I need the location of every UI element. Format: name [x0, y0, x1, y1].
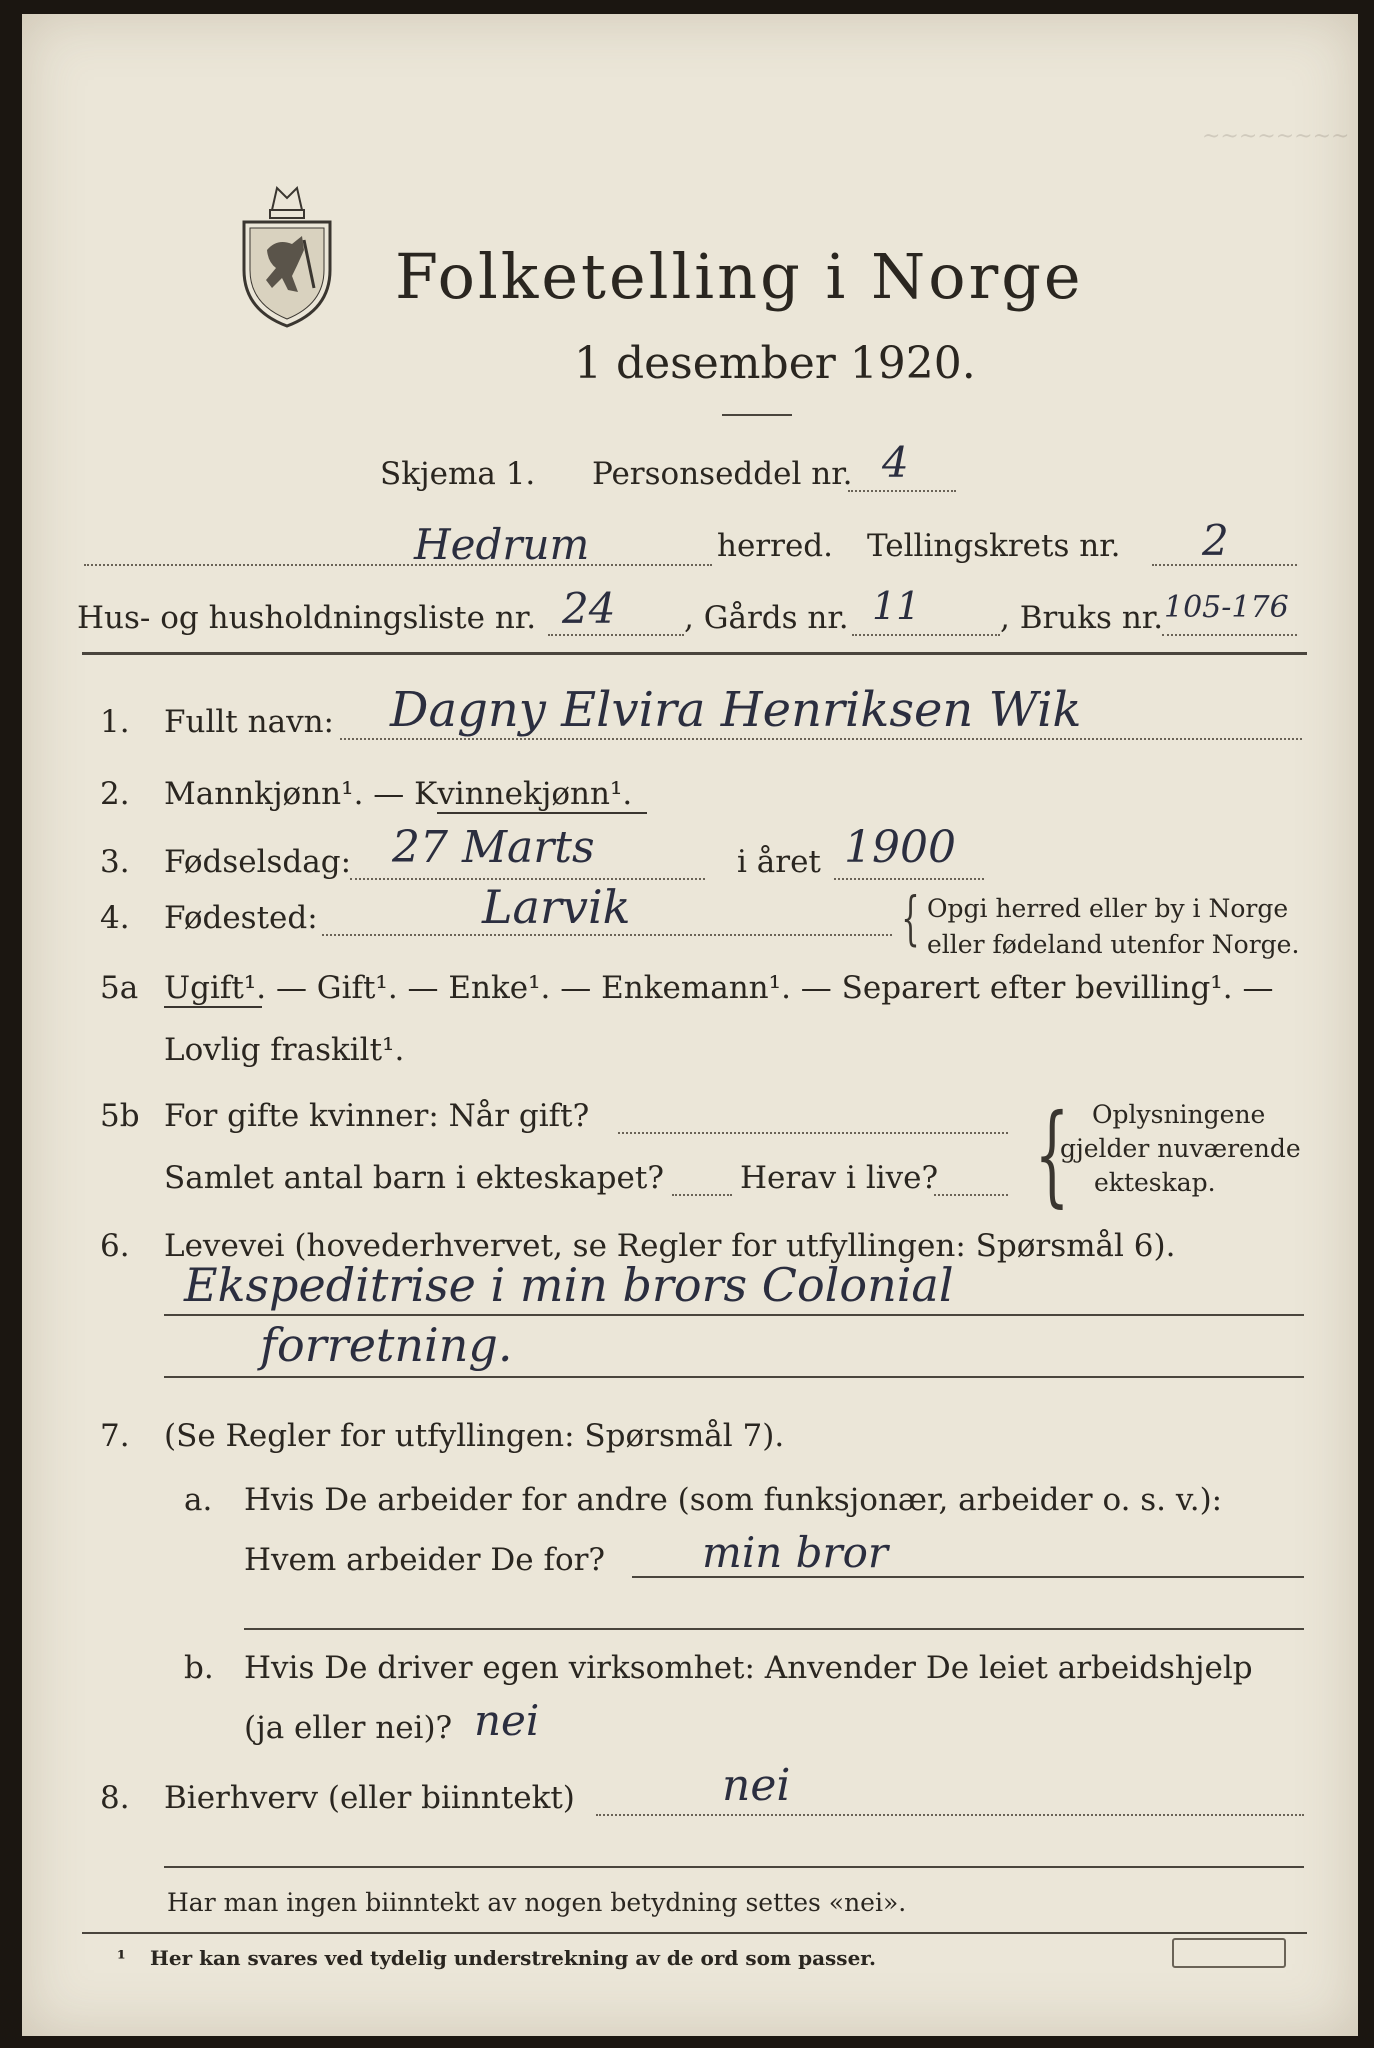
q6-line-2 [164, 1376, 1304, 1378]
q7b-label-2: (ja eller nei)? [244, 1710, 453, 1746]
q7b-label: Hvis De driver egen virksomhet: Anvender De leiet arbeidshjelp [244, 1650, 1253, 1686]
husliste-value: 24 [562, 584, 616, 633]
personseddel-label: Personseddel nr. [592, 456, 853, 492]
q5b-note-2: gjelder nuværende [1060, 1134, 1301, 1163]
q8-label: Bierhverv (eller biinntekt) [164, 1780, 575, 1816]
q4-number: 4. [100, 900, 130, 936]
header-rule [82, 652, 1307, 655]
bruks-label: , Bruks nr. [1000, 600, 1164, 636]
q6-value-1: Ekspeditrise i min brors Colonial [184, 1258, 954, 1312]
q3-year-value: 1900 [844, 822, 956, 873]
q8-number: 8. [100, 1780, 130, 1816]
form-title: Folketelling i Norge [395, 240, 1084, 313]
q8-line [596, 1814, 1304, 1816]
q3-value: 27 Marts [392, 822, 595, 873]
q5a-number: 5a [100, 970, 139, 1006]
gards-line [852, 634, 1000, 636]
q6-value-2: forretning. [260, 1318, 513, 1372]
husliste-line [548, 634, 684, 636]
bruks-line [1162, 634, 1297, 636]
q5b-alive-line [934, 1194, 1008, 1196]
q7a-number: a. [184, 1482, 213, 1518]
q1-number: 1. [100, 704, 130, 740]
q6-number: 6. [100, 1228, 130, 1264]
q6-line-1 [164, 1314, 1304, 1316]
q7a-line-2 [244, 1628, 1304, 1630]
q5a-selected-underline [164, 1006, 262, 1008]
q3-label: Fødselsdag: [164, 844, 352, 880]
q4-value: Larvik [482, 880, 631, 934]
gards-value: 11 [872, 584, 921, 628]
q4-line [322, 934, 892, 936]
gards-label: , Gårds nr. [684, 600, 849, 636]
q4-note-2: eller fødeland utenfor Norge. [927, 930, 1300, 959]
q7a-value: min bror [702, 1528, 888, 1577]
q5a-label-2: Lovlig fraskilt¹. [164, 1032, 405, 1068]
footer-rule [82, 1932, 1307, 1934]
q5b-label-2: Samlet antal barn i ekteskapet? [164, 1160, 664, 1196]
q5b-note-1: Oplysningene [1092, 1100, 1266, 1129]
q5b-note-3: ekteskap. [1094, 1168, 1216, 1197]
q8-value: nei [722, 1760, 791, 1811]
q7-number: 7. [100, 1418, 130, 1454]
tellingskrets-value: 2 [1202, 516, 1229, 565]
q7b-number: b. [184, 1650, 214, 1686]
footer-note: Har man ingen biinntekt av nogen betydning settes «nei». [167, 1888, 907, 1917]
q5b-children-line [672, 1194, 732, 1196]
q1-line [340, 738, 1302, 740]
herred-line [84, 564, 712, 566]
q1-label: Fullt navn: [164, 704, 334, 740]
show-through-text: ~~~~~~~~ [1202, 124, 1350, 149]
q8-line-2 [164, 1866, 1304, 1868]
q1-value: Dagny Elvira Henriksen Wik [390, 682, 1082, 738]
q5a-label: Ugift¹. — Gift¹. — Enke¹. — Enkemann¹. — Separert efter bevilling¹. — [164, 970, 1274, 1006]
q5b-brace: { [1034, 1090, 1070, 1218]
tellingskrets-label: Tellingskrets nr. [867, 528, 1121, 564]
q7a-label-2: Hvem arbeider De for? [244, 1542, 606, 1578]
q5b-number: 5b [100, 1098, 140, 1134]
q5b-label-3: Herav i live? [740, 1160, 939, 1196]
q7-label: (Se Regler for utfyllingen: Spørsmål 7). [164, 1418, 785, 1454]
title-divider [722, 414, 792, 416]
q7a-label: Hvis De arbeider for andre (som funksjonær, arbeider o. s. v.): [244, 1482, 1223, 1518]
q5b-label: For gifte kvinner: Når gift? [164, 1098, 590, 1134]
personseddel-line [848, 490, 956, 492]
q2-selected-underline [437, 812, 647, 814]
census-date: 1 desember 1920. [574, 338, 976, 389]
herred-value: Hedrum [414, 520, 590, 569]
q2-label: Mannkjønn¹. — Kvinnekjønn¹. [164, 776, 633, 812]
husliste-label: Hus- og husholdningsliste nr. [77, 600, 537, 636]
skjema-label: Skjema 1. [380, 456, 536, 492]
q3-number: 3. [100, 844, 130, 880]
q3-year-line [834, 878, 984, 880]
q5b-married-line [618, 1132, 1008, 1134]
footnote-text: Her kan svares ved tydelig understrekning av de ord som passer. [150, 1946, 876, 1970]
q4-note-1: Opgi herred eller by i Norge [927, 894, 1289, 923]
q4-brace: { [901, 884, 920, 952]
census-form [22, 14, 1358, 2036]
q4-label: Fødested: [164, 900, 318, 936]
bruks-value: 105-176 [1164, 590, 1289, 625]
coat-of-arms-icon [232, 180, 342, 330]
footnote-mark: ¹ [117, 1946, 126, 1970]
printer-stamp [1172, 1938, 1286, 1968]
q6-label: Levevei (hovederhvervet, se Regler for utfyllingen: Spørsmål 6). [164, 1228, 1176, 1264]
q7b-value: nei [474, 1696, 540, 1745]
q2-number: 2. [100, 776, 130, 812]
personseddel-value: 4 [882, 438, 909, 487]
herred-label: herred. [717, 528, 833, 564]
q3-year-label: i året [737, 844, 821, 880]
